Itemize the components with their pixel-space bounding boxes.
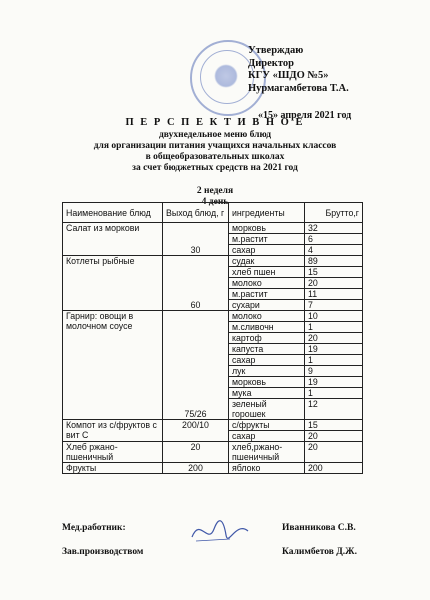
dish-yield: 30 [163,223,229,256]
table-row [63,311,363,322]
ingredient-weight: 6 [305,234,363,245]
approval-block [248,45,349,95]
ingredient-weight: 11 [305,289,363,300]
approval-line: Директор [248,57,294,69]
ingredient-weight: 32 [305,223,363,234]
ingredient-weight: 1 [305,355,363,366]
table-row [63,256,363,267]
ingredient-weight: 89 [305,256,363,267]
dish-yield: 60 [163,256,229,311]
ingredient-name: с/фрукты [229,420,305,431]
table-row [63,463,363,474]
ingredient-name: яблоко [229,463,305,474]
ingredient-weight: 7 [305,300,363,311]
document-title: П Е Р С П Е К Т И В Н О Е [125,117,305,128]
ingredient-weight: 19 [305,344,363,355]
column-header: Наименование блюд [63,203,163,223]
dish-yield: 20 [163,442,229,463]
column-header: ингредиенты [229,203,305,223]
medic-name: Иванникова С.В. [282,523,356,533]
table-row [63,223,363,234]
dish-name: Котлеты рыбные [63,256,163,311]
ingredient-weight: 200 [305,463,363,474]
ingredient-weight: 1 [305,322,363,333]
ingredient-name: сахар [229,245,305,256]
ingredient-name: хлеб,ржано-пшеничный [229,442,305,463]
week-label: 2 неделя [196,186,234,196]
dish-yield: 200 [163,463,229,474]
ingredient-name: зеленый горошек [229,399,305,420]
ingredient-name: молоко [229,278,305,289]
ingredient-name: хлеб пшен [229,267,305,278]
dish-name: Хлеб ржано-пшеничный [63,442,163,463]
ingredient-name: морковь [229,223,305,234]
ingredient-name: м.сливочн [229,322,305,333]
ingredient-name: судак [229,256,305,267]
ingredient-name: капуста [229,344,305,355]
ingredient-name: мука [229,388,305,399]
ingredient-name: лук [229,366,305,377]
dish-name: Гарнир: овощи в молочном соусе [63,311,163,420]
table-header-row [63,203,363,223]
ingredient-weight: 15 [305,420,363,431]
ingredient-name: м.растит [229,289,305,300]
table-row [63,420,363,431]
column-header: Выход блюд, г [163,203,229,223]
ingredient-weight: 4 [305,245,363,256]
approval-line: Утверждаю [248,45,304,56]
ingredient-name: м.растит [229,234,305,245]
dish-name: Фрукты [63,463,163,474]
ingredient-weight: 12 [305,399,363,420]
ingredient-name: молоко [229,311,305,322]
day-label: 4 день [201,197,229,207]
ingredient-weight: 15 [305,267,363,278]
dish-yield: 75/26 [163,311,229,420]
table-row [63,442,363,463]
approval-line: КГУ «ШДО №5» [248,70,329,81]
approval-date: «15» апреля 2021 год [258,110,352,121]
ingredient-weight: 20 [305,442,363,463]
kitchen-head-name: Калимбетов Д.Ж. [282,547,357,557]
medic-label: Мед.работник: [62,523,126,533]
ingredient-name: сахар [229,355,305,366]
ingredient-name: картоф [229,333,305,344]
dish-name: Салат из моркови [63,223,163,256]
ingredient-weight: 19 [305,377,363,388]
ingredient-weight: 20 [305,333,363,344]
ingredient-weight: 1 [305,388,363,399]
ingredient-weight: 20 [305,431,363,442]
handwritten-signature [190,515,250,545]
document-subtitle: двухнедельное меню блюд для организации питания учащихся начальных классов в общеобразовательных школах за счет бюджетных средств на 2021 год [93,130,337,173]
approval-line: Нурмагамбетова Т.А. [248,82,349,94]
column-header: Брутто,г [305,203,363,223]
ingredient-weight: 10 [305,311,363,322]
dish-yield: 200/10 [163,420,229,442]
ingredient-name: морковь [229,377,305,388]
ingredient-name: сухари [229,300,305,311]
ingredient-name: сахар [229,431,305,442]
ingredient-weight: 9 [305,366,363,377]
dish-name: Компот из с/фруктов с вит С [63,420,163,442]
kitchen-head-label: Зав.производством [62,547,144,557]
menu-table [62,202,363,474]
ingredient-weight: 20 [305,278,363,289]
